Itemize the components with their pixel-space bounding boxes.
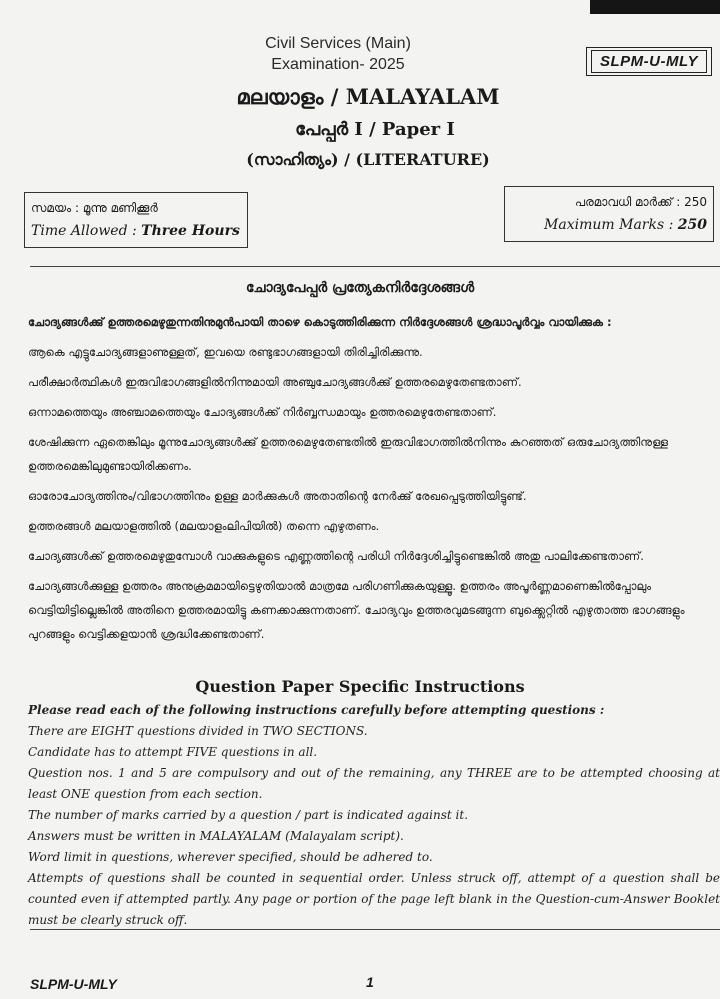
en-instructions-heading: Question Paper Specific Instructions <box>195 677 525 696</box>
maximum-marks-en <box>511 214 707 237</box>
top-divider <box>30 266 720 267</box>
scan-edge-shadow <box>590 0 720 14</box>
page-number: 1 <box>366 974 374 990</box>
paper-subject: (സാഹിത്യം) / (LITERATURE) <box>246 150 490 169</box>
maximum-marks-label: Maximum Marks : <box>544 217 678 233</box>
en-instruction-item: Candidate has to attempt FIVE questions in all. <box>28 745 318 759</box>
en-instruction-item: The number of marks carried by a question / part is indicated against it. <box>28 808 469 822</box>
en-instruction-item: Question nos. 1 and 5 are compulsory and out of the remaining, any THREE are to be attempted choosing at least ONE question from each section. <box>28 766 720 801</box>
exam-name-line2: Examination- 2025 <box>271 56 405 73</box>
maximum-marks-ml: പരമാവധി മാർക്ക് : 250 <box>574 195 707 209</box>
exam-name <box>0 33 676 75</box>
en-instruction-item: There are EIGHT questions divided in TWO SECTIONS. <box>28 724 368 738</box>
time-allowed-ml: സമയം : മൂന്നു മണിക്കൂർ <box>31 201 158 215</box>
maximum-marks-value: 250 <box>677 217 707 233</box>
footer-paper-code: SLPM-U-MLY <box>30 976 117 992</box>
ml-instruction-item: ആകെ എട്ടുചോദ്യങ്ങളാണുള്ളത്, ഇവയെ രണ്ടുഭാഗങ്ങളായി തിരിച്ചിരിക്കുന്നു. <box>28 345 423 359</box>
ml-instruction-item: ഒന്നാമത്തെയും അഞ്ചാമത്തെയും ചോദ്യങ്ങൾക്ക് നിർബ്ബന്ധമായും ഉത്തരമെഴുതേണ്ടതാണ്. <box>28 405 497 419</box>
paper-code: SLPM-U-MLY <box>591 50 707 73</box>
bottom-divider <box>30 929 720 930</box>
time-allowed-value: Three Hours <box>141 223 240 239</box>
exam-name-line1: Civil Services (Main) <box>265 35 411 52</box>
time-allowed-box <box>24 192 248 248</box>
ml-instructions-heading: ചോദ്യപേപ്പർ പ്രത്യേകനിർദ്ദേശങ്ങൾ <box>245 280 475 296</box>
paper-code-box <box>586 47 712 76</box>
ml-instructions-list <box>28 310 716 652</box>
ml-instruction-item: പരീക്ഷാർത്ഥികൾ ഇരുവിഭാഗങ്ങളിൽനിന്നുമായി അഞ്ചുചോദ്യങ്ങൾക്കു് ഉത്തരമെഴുതേണ്ടതാണ്. <box>28 375 522 389</box>
paper-number: പേപ്പർ I / Paper I <box>295 119 455 140</box>
ml-instruction-item: ഉത്തരങ്ങൾ മലയാളത്തിൽ (മലയാളംലിപിയിൽ) തന്നെ എഴുതണം. <box>28 519 380 533</box>
en-instruction-item: Word limit in questions, wherever specified, should be adhered to. <box>28 850 433 864</box>
paper-title: മലയാളം / MALAYALAM <box>236 84 500 109</box>
en-instruction-item: Attempts of questions shall be counted in sequential order. Unless struck off, attempt of a question shall be counted even if attempted partly. Any page or portion of the page left blank in the Question-cum-Answer Booklet must be clearly struck off. <box>28 871 720 927</box>
ml-instruction-item: ചോദ്യങ്ങൾക്കുള്ള ഉത്തരം അനുക്രമമായിട്ടെഴുതിയാൽ മാത്രമേ പരിഗണിക്കുകയുള്ളൂ. ഉത്തരം അപൂർണ്ണമാണെങ്കിൽപ്പോലും വെട്ടിയിട്ടില്ലെങ്കിൽ അതിനെ ഉത്തരമായിട്ടു കണക്കാക്കുന്നതാണ്. ചോദ്യവും ഉത്തരവുമടങ്ങുന്ന ബുക്ക്ലെറ്റിൽ എഴുതാത്ത ഭാഗങ്ങളും പുറങ്ങളും വെട്ടിക്കളയാൻ ശ്രദ്ധിക്കേണ്ടതാണ്. <box>28 579 685 641</box>
maximum-marks-box <box>504 186 714 242</box>
en-instructions-lead: Please read each of the following instructions carefully before attempting questions : <box>28 703 605 717</box>
ml-instruction-item: ശേഷിക്കുന്ന ഏതെങ്കിലും മൂന്നുചോദ്യങ്ങൾക്കു് ഉത്തരമെഴുതേണ്ടതിൽ ഇരുവിഭാഗത്തിൽനിന്നും കുറഞ്ഞത് ഒരുചോദ്യത്തിനുള്ള ഉത്തരമെങ്കിലുമുണ്ടായിരിക്കണം. <box>28 435 668 473</box>
en-instruction-item: Answers must be written in MALAYALAM (Malayalam script). <box>28 829 404 843</box>
time-allowed-label: Time Allowed : <box>31 223 142 239</box>
ml-instruction-item: ഓരോചോദ്യത്തിനും/വിഭാഗത്തിനും ഉള്ള മാർക്കുകൾ അതാതിന്റെ നേർക്കു് രേഖപ്പെടുത്തിയിട്ടുണ്ട്. <box>28 489 527 503</box>
ml-instruction-item: ചോദ്യങ്ങൾക്കു് ഉത്തരമെഴുതുന്നതിനുമുൻപായി താഴെ കൊടുത്തിരിക്കുന്ന നിർദ്ദേശങ്ങൾ ശ്രദ്ധാപൂർവ്വം വായിക്കുക : <box>28 315 612 329</box>
en-instructions-list <box>28 700 720 931</box>
time-allowed-en <box>31 220 241 243</box>
ml-instruction-item: ചോദ്യങ്ങൾക്ക് ഉത്തരമെഴുതുമ്പോൾ വാക്കുകളുടെ എണ്ണത്തിന്റെ പരിധി നിർദ്ദേശിച്ചിട്ടുണ്ടെങ്കിൽ അതു പാലിക്കേണ്ടതാണ്. <box>28 549 644 563</box>
